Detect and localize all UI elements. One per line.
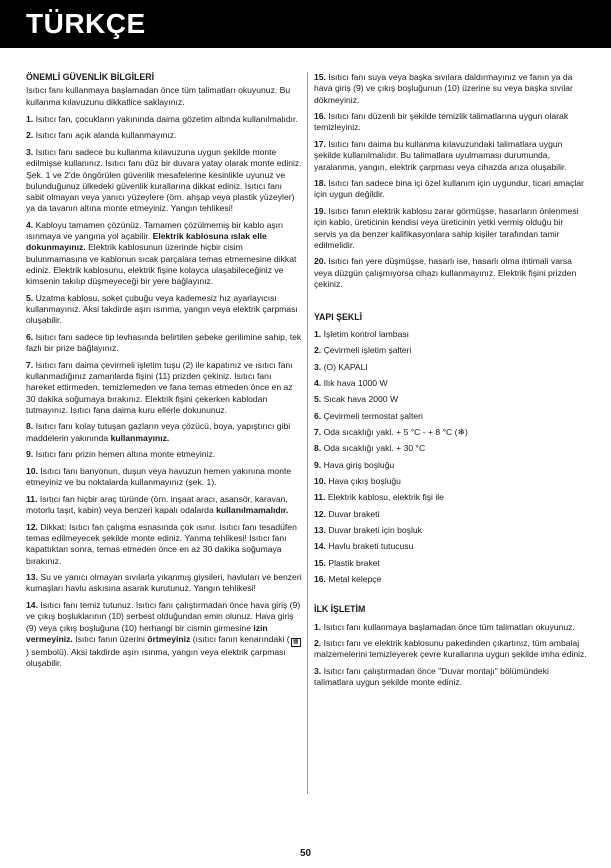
safety-item: 9. Isıtıcı fanı prizin hemen altına monte etmeyiniz. [26,449,216,460]
structure-item: 7. Oda sıcaklığı yakl. + 5 °C - + 8 °C (❄) [314,426,468,437]
language-header [0,0,611,48]
safety-item: 16. Isıtıcı fanı düzenli bir şekilde temizlik talimatlarına uygun olarak temizleyiniz. [314,111,569,133]
left-column [26,72,302,675]
safety-item: 5. Uzatma kablosu, soket çubuğu veya kademesiz hız ayarlayıcısı kullanmayınız. Aksi takdirde aşırı ısınma, yangın veya elektrik çarpması oluşabilir. [26,292,298,326]
page-number: 50 [299,848,312,859]
structure-item: 16. Metal kelepçe [314,574,382,584]
safety-item: 1. Isıtıcı fan, çocukların yakınında daima gözetim altında kullanılmalıdır. [26,113,298,124]
frost-protection-icon: ❄ [457,426,466,437]
safety-item: 13. Su ve yanıcı olmayan sıvılarla yıkanmış giysileri, havluları ve benzeri kumaşları havlu askısına asarak kurutunuz. Yangın tehlikesi! [26,572,302,594]
first-use-item: 3. Isıtıcı fanı çalıştırmadan önce "Duvar montajı" bölümündeki talimatlara uygun şekilde monte ediniz. [314,666,549,688]
first-use-item: 2. Isıtıcı fanı ve elektrik kablosunu pakedinden çıkartınız, tüm ambalaj malzemelerini temizleyerek çevre kurallarına uygun şekilde imha ediniz. [314,638,587,660]
safety-item: 10. Isıtıcı fanı banyonun, duşun veya havuzun hemen yakınına monte etmeyiniz ve bu noktalarda kullanmayınız (şek. 1). [26,466,292,488]
safety-item: 3. Isıtıcı fanı sadece bu kullanma kılavuzuna uygun şekilde monte edilmişse kullanınız. Isıtıcı fanı düz bir duvara yatay olarak monte ediniz. Şek. 1 ve 2'de öngörülen güvenlik mesafelerine kesinlikle uyunuz ve bulunduğunuz ülkedeki güvenlik kurallarına dikkat ediniz. Isıtıcı fanı sabit olmayan veya yanıcı yüzeylere (örn. ahşap veya plastik yüzeyler) ya da tavanın altına monte etmeyiniz. Yangın tehlikesi! [26,147,302,214]
structure-item: 8. Oda sıcaklığı yakl. + 30 °C [314,443,426,454]
structure-item: 9. Hava giriş boşluğu [314,459,395,470]
structure-item: 13. Duvar braketi için boşluk [314,524,422,535]
safety-section-title: ÖNEMLİ GÜVENLİK BİLGİLERİ [26,72,155,82]
first-use-section-title: İLK İŞLETİM [314,604,366,615]
safety-item: 6. Isıtıcı fanı sadece tip levhasında belirtilen şebeke gerilimine sahip, tek fazlı bir prize bağlayınız. [26,331,302,354]
safety-item: 2. Isıtıcı fanı açık alanda kullanmayınız. [26,130,177,141]
structure-item: 5. Sıcak hava 2000 W [314,394,399,405]
structure-section-title: YAPI ŞEKLİ [314,311,363,322]
safety-intro: Isıtıcı fanı kullanmaya başlamadan önce tüm talimatları okuyunuz. Bu kullanma kılavuzunu dikkatlice saklayınız. [26,85,291,107]
safety-item: 20. Isıtıcı fan yere düşmüşse, hasarlı ise, hasarlı olma ihtimali varsa veya düzgün çalışmıyorsa cihazı kullanmayınız. Elektrik fişini prizden çekiniz. [314,256,577,289]
language-title: TÜRKÇE [26,8,146,39]
safety-item: 18. Isıtıcı fan sadece bina içi özel kullanım için uygundur, ticari amaçlar için uygun değildir. [314,178,584,200]
structure-item: 3. (O) KAPALI [314,361,368,372]
safety-item: 11. Isıtıcı fan hiçbir araç türünde (örn. inşaat aracı, asansör, karavan, motorlu taşıt, kabin) veya benzeri kapalı odalarda kullanılmamalıdır. [26,493,289,516]
structure-item: 2. Çevirmeli işletim şalteri [314,345,412,356]
do-not-cover-icon: ▦ [291,638,301,647]
right-column [314,72,588,694]
structure-item: 11. Elektrik kablosu, elektrik fişi ile [314,492,444,503]
safety-item: 8. Isıtıcı fanı kolay tutuşan gazların veya çözücü, boya, yapıştırıcı gibi maddelerin yakınında kullanmayınız. [26,421,291,443]
first-use-item: 1. Isıtıcı fanı kullanmaya başlamadan önce tüm talimatları okuyunuz. [314,621,575,632]
safety-item: 19. Isıtıcı fanın elektrik kablosu zarar görmüşse, hasarların önlenmesi için kablo, üreticinin kendisi veya üreticinin yetki vermiş olduğu bir servis ya da benzer kalifikasyonlara sahip kişiler tarafından tamir edilmelidir. [314,206,579,250]
safety-item: 17. Isıtıcı fanı daima bu kullanma kılavuzundaki talimatlara uygun şekilde kullanılmalıdır. Bu talimatlara uyulmaması durumunda, yaralanma, yangın, elektrik çarpması veya cihazda arıza oluşabilir. [314,139,567,172]
safety-item: 14. Isıtıcı fanı temiz tutunuz. Isıtıcı fanı çalıştırmadan önce hava giriş (9) ve çıkış boşluklarının (10) serbest olduğundan emin olunuz. Hava giriş (9) veya çıkış boşluğuna (10) herhangi bir cismin girmesine izin vermeyiniz. Isıtıcı fanın üzerini örtmeyiniz (ısıtıcı fanın kenarındaki ( ▦) sembolü). Aksi takdirde aşırı ısınma, yangın veya elektrik çarpması oluşabilir. [26,600,301,669]
structure-item: 12. Duvar braketi [314,508,380,519]
column-divider [307,72,308,794]
safety-item: 7. Isıtıcı fanı daima çevirmeli işletim tuşu (2) ile kapatınız ve ısıtıcı fanı kullanmadığınız zamanlarda fişini (11) prizden çekiniz. Isıtıcı fanı hareket ettirmeden, temizlemeden ve fana temas etmeden önce en az 30 dakika soğumaya bırakınız. Elektrik fişini çekerken kablodan tutmayınız. Isıtıcı fana daima kuru ellerle dokununuz. [26,359,293,415]
safety-item: 12. Dikkat: Isıtıcı fan çalışma esnasında çok ısınır. Isıtıcı fanı tesadüfen temas edilmeyecek şekilde monte ediniz. Yanma tehlikesi! Isıtıcı fanı kapattıktan sonra, temas etmeden önce en az 30 dakika soğumaya bırakınız. [26,521,297,566]
structure-item: 6. Çevirmeli termostat şalteri [314,410,423,421]
structure-item: 15. Plastik braket [314,557,380,568]
structure-item: 1. İşletim kontrol lambası [314,328,410,339]
structure-item: 4. Ilık hava 1000 W [314,377,388,388]
safety-item: 4. Kabloyu tamamen çözünüz. Tamamen çözülmemiş bir kablo aşırı ısınmaya ve yangına yol açabilir. Elektrik kablosuna ıslak elle dokunmayınız. Elektrik kablosunun üzerinde hiçbir cisim bulunmamasına ve kablonun sıcak parçalara temas etmemesine dikkat ediniz. Elektrik kablosunu, elektrik fişine kolayca ulaşabileceğiniz ve kimsenin takılıp düşmeyeceği bir yere bağlayınız. [26,219,297,287]
structure-item: 14. Havlu braketi tutucusu [314,541,414,552]
safety-item: 15. Isıtıcı fanı suya veya başka sıvılara daldırmayınız ve fanın ya da hava giriş (9) ve çıkış boşluğunun (10) üzerine su veya başka sıvılar dökmeyiniz. [314,72,573,105]
structure-item: 10. Hava çıkış boşluğu [314,475,401,486]
